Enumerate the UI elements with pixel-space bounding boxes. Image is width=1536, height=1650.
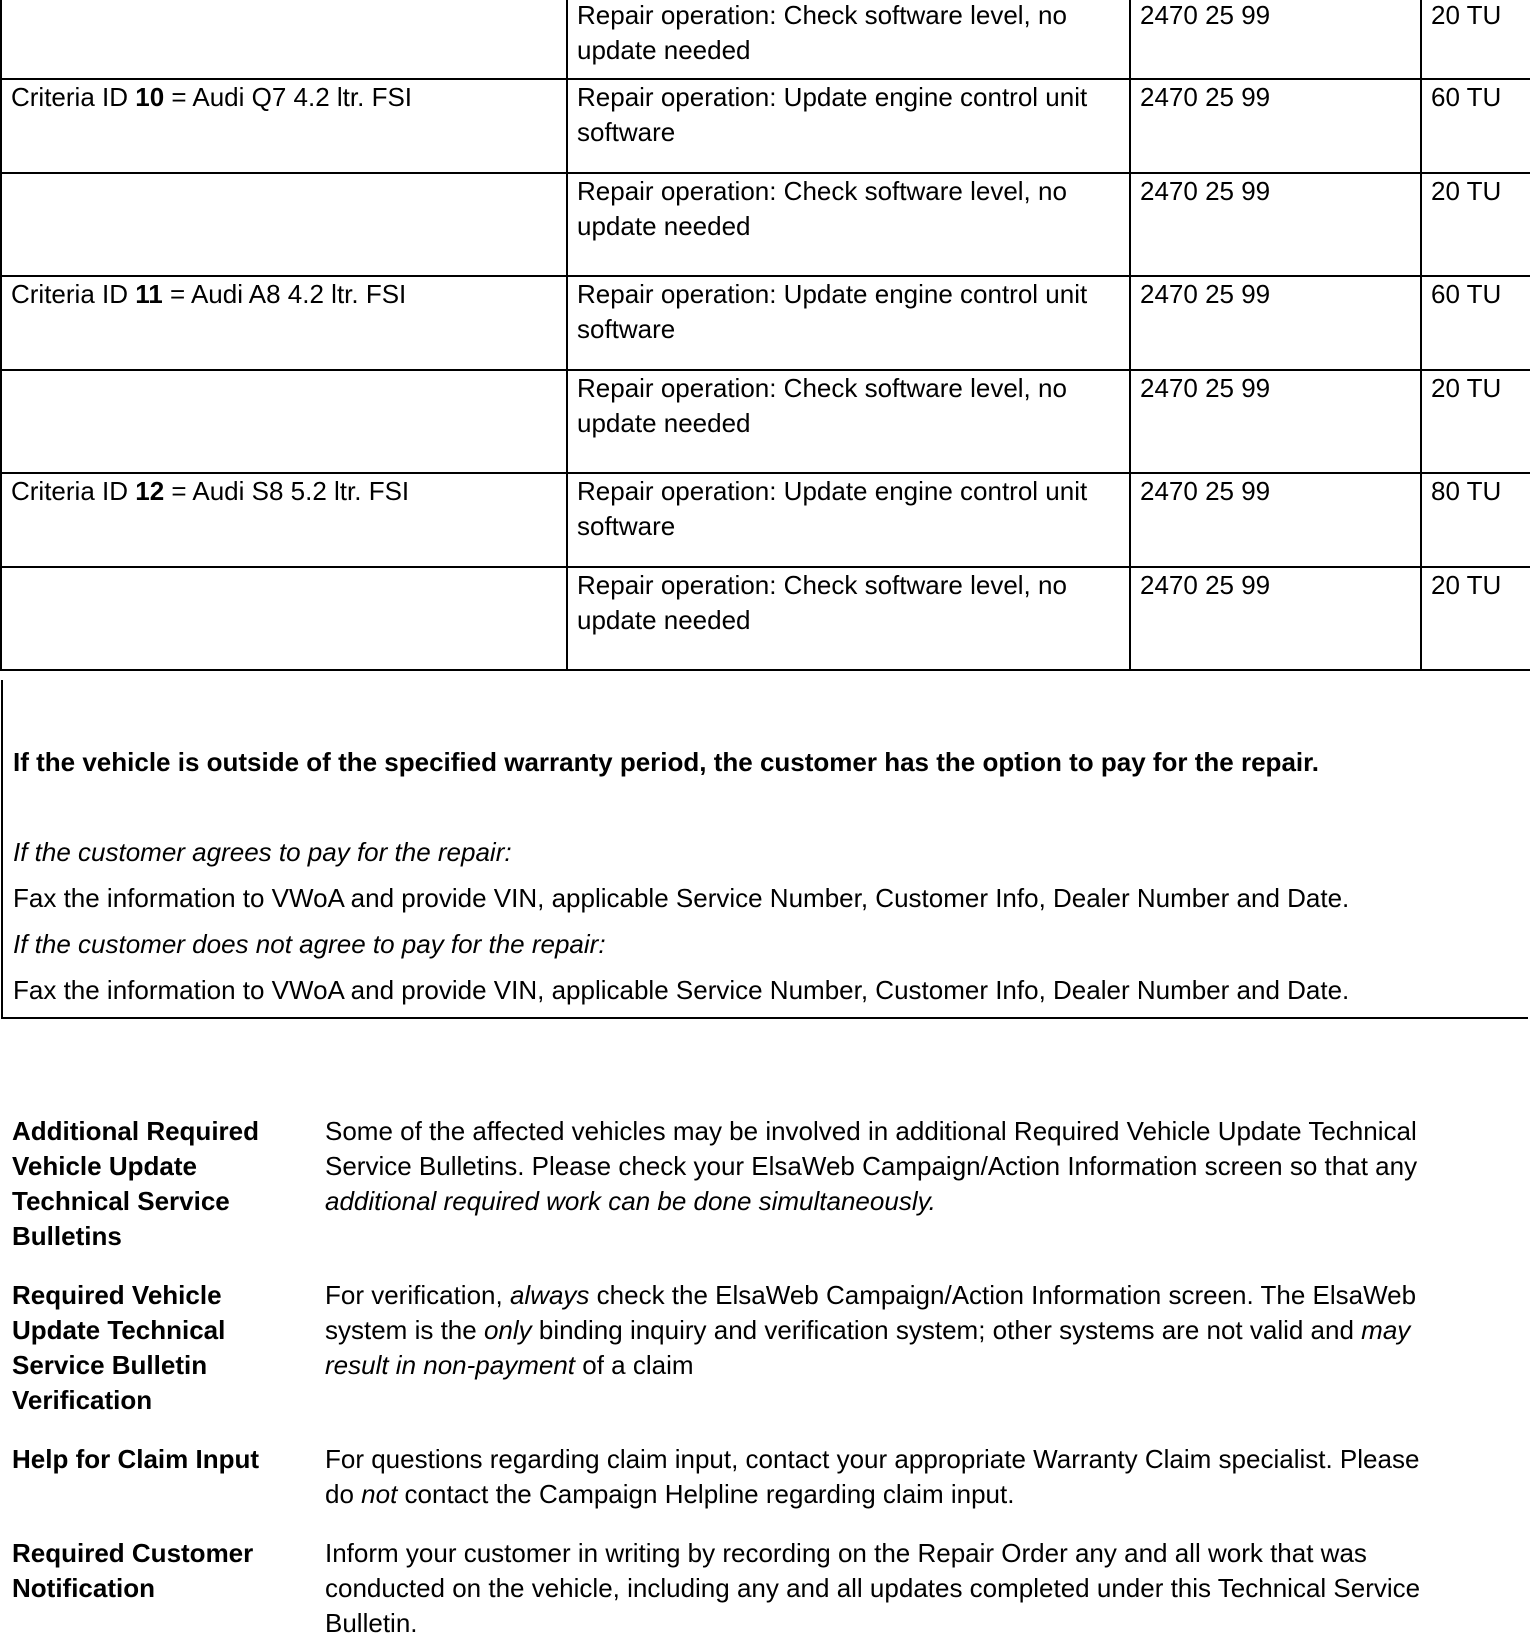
labor-op-cell: 2470 25 99 xyxy=(1130,173,1421,276)
operation-cell: Repair operation: Check software level, no update needed xyxy=(567,370,1130,473)
table-row xyxy=(1,276,1530,370)
table-row xyxy=(1,567,1530,670)
info-description: For verification, always check the ElsaWeb Campaign/Action Information screen. The ElsaWeb system is the only binding inquiry and verification system; other systems are not valid and may result in non-payment of a claim xyxy=(325,1280,1417,1380)
agree-instruction: Fax the information to VWoA and provide VIN, applicable Service Number, Customer Info, Dealer Number and Date. xyxy=(13,883,1350,913)
warranty-headline: If the vehicle is outside of the specified warranty period, the customer has the option to pay for the repair. xyxy=(13,747,1320,777)
operation-cell: Repair operation: Check software level, no update needed xyxy=(567,567,1130,670)
criteria-cell: Criteria ID 12 = Audi S8 5.2 ltr. FSI xyxy=(1,473,567,567)
table-row xyxy=(1,173,1530,276)
info-term: Additional Required Vehicle Update Technical Service Bulletins xyxy=(12,1116,259,1251)
time-units-cell: 60 TU xyxy=(1421,276,1530,370)
table-row xyxy=(1,370,1530,473)
criteria-cell xyxy=(1,370,567,473)
disagree-label: If the customer does not agree to pay for the repair: xyxy=(13,929,606,959)
labor-op-cell: 2470 25 99 xyxy=(1130,473,1421,567)
info-term: Required Customer Notification xyxy=(12,1538,254,1603)
labor-op-cell: 2470 25 99 xyxy=(1130,79,1421,173)
table-row xyxy=(1,79,1530,173)
table-row xyxy=(1,0,1530,79)
time-units-cell: 60 TU xyxy=(1421,79,1530,173)
operation-cell: Repair operation: Check software level, no update needed xyxy=(567,173,1130,276)
criteria-cell: Criteria ID 11 = Audi A8 4.2 ltr. FSI xyxy=(1,276,567,370)
criteria-cell xyxy=(1,567,567,670)
criteria-cell xyxy=(1,0,567,79)
time-units-cell: 20 TU xyxy=(1421,0,1530,79)
labor-op-cell: 2470 25 99 xyxy=(1130,0,1421,79)
labor-op-cell: 2470 25 99 xyxy=(1130,370,1421,473)
agree-label: If the customer agrees to pay for the repair: xyxy=(13,837,512,867)
operation-cell: Repair operation: Update engine control unit software xyxy=(567,473,1130,567)
criteria-cell: Criteria ID 10 = Audi Q7 4.2 ltr. FSI xyxy=(1,79,567,173)
info-description: Some of the affected vehicles may be involved in additional Required Vehicle Update Technical Service Bulletins. Please check your ElsaWeb Campaign/Action Information screen so that any additional required work can be done simultaneously. xyxy=(325,1116,1418,1216)
labor-op-cell: 2470 25 99 xyxy=(1130,567,1421,670)
info-term: Help for Claim Input xyxy=(12,1444,259,1474)
table-row xyxy=(1,473,1530,567)
operation-cell: Repair operation: Check software level, no update needed xyxy=(567,0,1130,79)
info-description: For questions regarding claim input, contact your appropriate Warranty Claim specialist. Please do not contact the Campaign Helpline regarding claim input. xyxy=(325,1444,1420,1509)
labor-operations-table xyxy=(0,0,1530,671)
warranty-note-box xyxy=(1,680,1528,1019)
time-units-cell: 20 TU xyxy=(1421,173,1530,276)
time-units-cell: 20 TU xyxy=(1421,370,1530,473)
info-description: Inform your customer in writing by recording on the Repair Order any and all work that was conducted on the vehicle, including any and all updates completed under this Technical Service Bulletin. xyxy=(325,1538,1421,1638)
time-units-cell: 80 TU xyxy=(1421,473,1530,567)
criteria-cell xyxy=(1,173,567,276)
labor-op-cell: 2470 25 99 xyxy=(1130,276,1421,370)
info-term: Required Vehicle Update Technical Service Bulletin Verification xyxy=(12,1280,226,1415)
time-units-cell: 20 TU xyxy=(1421,567,1530,670)
operation-cell: Repair operation: Update engine control unit software xyxy=(567,79,1130,173)
operation-cell: Repair operation: Update engine control unit software xyxy=(567,276,1130,370)
disagree-instruction: Fax the information to VWoA and provide VIN, applicable Service Number, Customer Info, Dealer Number and Date. xyxy=(13,975,1350,1005)
